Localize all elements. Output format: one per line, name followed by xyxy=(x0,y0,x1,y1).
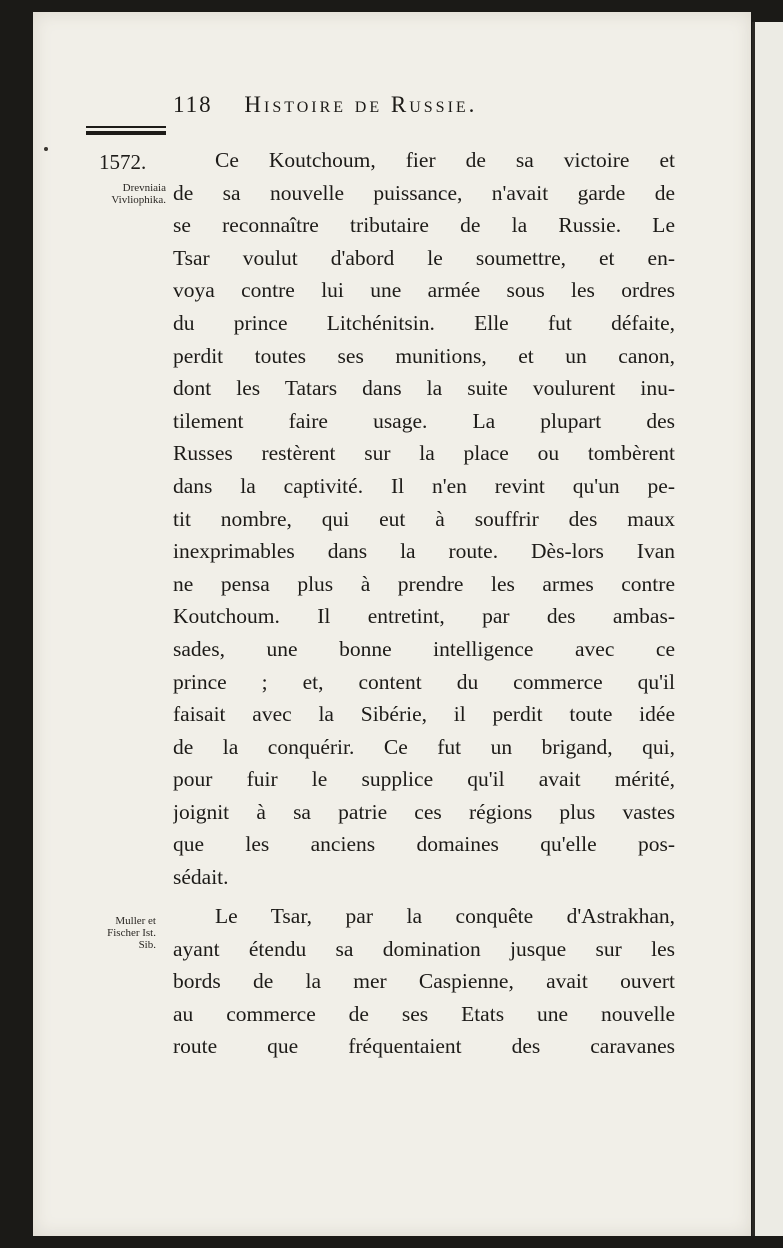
facing-page-edge xyxy=(752,22,783,1236)
text-line: tit nombre, qui eut à souffrir des maux xyxy=(173,506,675,531)
text-line: de la conquérir. Ce fut un brigand, qui, xyxy=(173,734,675,759)
text-line: voya contre lui une armée sous les ordres xyxy=(173,278,675,303)
text-line: Tsar voulut d'abord le soumettre, et en- xyxy=(173,245,675,270)
margin-note-line: Fischer Ist. xyxy=(107,927,156,939)
text-line: faisait avec la Sibérie, il perdit toute idée xyxy=(173,702,675,727)
text-line: sédait. xyxy=(173,865,229,890)
margin-note-line: Vivliophika. xyxy=(111,194,166,206)
text-line: ne pensa plus à prendre les armes contre xyxy=(173,571,675,596)
margin-note-line: Muller et xyxy=(115,915,156,927)
header-rule-thick xyxy=(86,131,166,135)
text-line: que les anciens domaines qu'elle pos- xyxy=(173,832,675,857)
running-head xyxy=(173,92,643,126)
ink-speck xyxy=(44,147,48,151)
text-line: bords de la mer Caspienne, avait ouvert xyxy=(173,969,675,994)
text-line: du prince Litchénitsin. Elle fut défaite, xyxy=(173,310,675,335)
paragraph-1 xyxy=(173,144,675,894)
margin-note-source-2 xyxy=(70,915,156,951)
text-line: ayant étendu sa domination jusque sur les xyxy=(173,936,675,961)
text-line: pour fuir le supplice qu'il avait mérité, xyxy=(173,767,675,792)
text-line: Russes restèrent sur la place ou tombèrent xyxy=(173,441,675,466)
header-rule-thin xyxy=(86,126,166,128)
text-line: au commerce de ses Etats une nouvelle xyxy=(173,1001,675,1026)
text-line: prince ; et, content du commerce qu'il xyxy=(173,669,675,694)
page-title: Histoire de Russie. xyxy=(244,92,478,117)
text-line: sades, une bonne intelligence avec ce xyxy=(173,636,675,661)
text-line: route que fréquentaient des caravanes xyxy=(173,1034,675,1059)
text-line: joignit à sa patrie ces régions plus vastes xyxy=(173,799,675,824)
text-line: Le Tsar, par la conquête d'Astrakhan, xyxy=(215,904,675,928)
text-line: perdit toutes ses munitions, et un canon, xyxy=(173,343,675,368)
paragraph-2 xyxy=(173,900,675,1063)
margin-note-source-1 xyxy=(80,182,166,206)
text-line: de sa nouvelle puissance, n'avait garde de xyxy=(173,180,675,205)
text-line: se reconnaître tributaire de la Russie. Le xyxy=(173,213,675,238)
text-line: tilement faire usage. La plupart des xyxy=(173,408,675,433)
text-line: inexprimables dans la route. Dès-lors Ivan xyxy=(173,539,675,564)
text-line: dont les Tatars dans la suite voulurent inu- xyxy=(173,376,675,401)
margin-year: 1572. xyxy=(99,150,147,174)
text-line: Koutchoum. Il entretint, par des ambas- xyxy=(173,604,675,629)
margin-note-line: Sib. xyxy=(138,939,156,951)
margin-note-line: Drevniaia xyxy=(122,182,166,194)
text-line: Ce Koutchoum, fier de sa victoire et xyxy=(215,148,675,172)
page-number: 118 xyxy=(173,92,213,117)
text-line: dans la captivité. Il n'en revint qu'un pe- xyxy=(173,473,675,498)
